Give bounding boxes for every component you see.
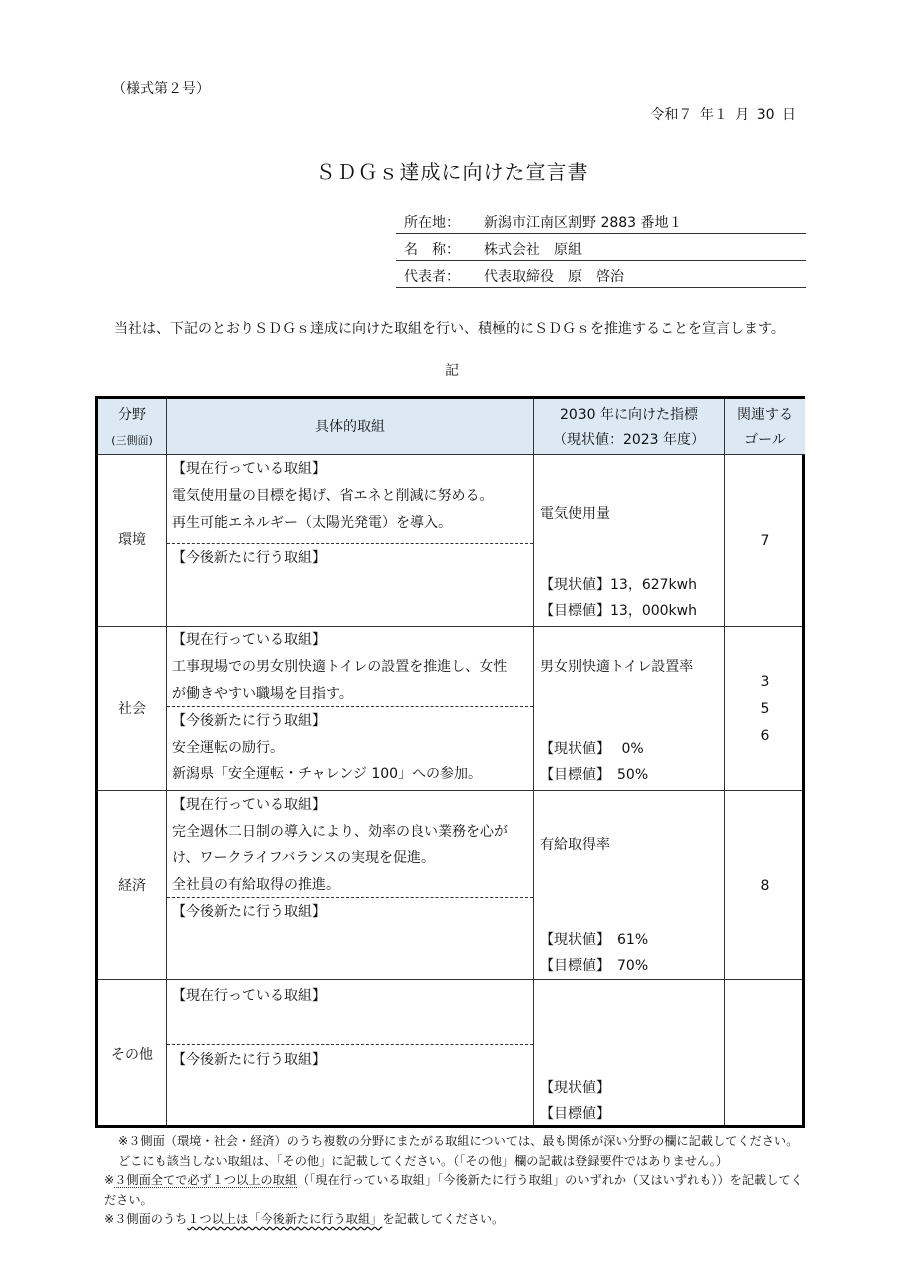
column-divider <box>724 399 725 1125</box>
info-row-representative <box>396 261 806 288</box>
current-action-line: 工事現場での男女別快適トイレの設置を推進し、女性 <box>172 659 508 675</box>
sdg-table <box>95 396 805 1128</box>
ki-heading: 記 <box>445 363 459 379</box>
target-value: 【目標値】13，000kwh <box>540 603 697 619</box>
current-actions-label: 【現在行っている取組】 <box>172 461 326 477</box>
representative-label: 代表者： <box>404 269 460 285</box>
header-field: 分野 <box>118 407 146 423</box>
company-name-label: 名 称： <box>404 242 460 258</box>
row-divider <box>98 979 802 980</box>
note-2-emphasis: ３側面全てで必ず１つ以上の取組 <box>114 1173 298 1187</box>
column-divider <box>166 399 167 1125</box>
future-actions-label: 【今後新たに行う取組】 <box>172 550 326 566</box>
header-indicator-line1: 2030 年に向けた指標 <box>559 407 699 423</box>
declaration-date: 令和７ 年１ 月 30 日 <box>650 107 796 123</box>
target-value: 【目標値】 <box>540 1106 610 1122</box>
future-actions-label: 【今後新たに行う取組】 <box>172 1052 326 1068</box>
current-action-line: 完全週休二日制の導入により、効率の良い業務を心が <box>172 824 508 840</box>
current-value: 【現状値】 61% <box>540 932 649 948</box>
related-goal: 5 <box>760 701 770 717</box>
future-action-line: 新潟県「安全運転・チャレンジ 100」への参加。 <box>172 766 483 782</box>
note-2-text: （「現在行っている取組」「今後新たに行う取組」のいずれか（又はいずれも））を記載してください。 <box>104 1173 803 1207</box>
header-goals-line2: ゴール <box>744 432 786 448</box>
note-1-text: ※３側面（環境・社会・経済）のうち複数の分野にまたがる取組については、最も関係が深い分野の欄に記載してください。どこにも該当しない取組は、「その他」に記載してください。（「その他」欄の記載は登録要件ではありません。） <box>118 1134 799 1168</box>
dashed-separator <box>167 543 533 544</box>
address-value: 新潟市江南区割野 2883 番地１ <box>484 215 683 231</box>
address-label: 所在地： <box>404 215 460 231</box>
future-action-line: 安全運転の励行。 <box>172 740 284 756</box>
header-actions: 具体的取組 <box>315 419 385 435</box>
future-actions-label: 【今後新たに行う取組】 <box>172 904 326 920</box>
target-value: 【目標値】 70% <box>540 958 649 974</box>
related-goal: 3 <box>760 674 770 690</box>
indicator-name: 有給取得率 <box>540 837 610 853</box>
current-value: 【現状値】13，627kwh <box>540 577 697 593</box>
row-field-environment: 環境 <box>118 532 146 548</box>
current-action-line: け、ワークライフバランスの実現を促進。 <box>172 850 436 866</box>
company-name-value: 株式会社 原組 <box>484 242 582 258</box>
current-action-line: が働きやすい職場を目指す。 <box>172 686 353 702</box>
header-goals-line1: 関連する <box>737 407 793 423</box>
row-field-other: その他 <box>111 1047 153 1063</box>
representative-value: 代表取締役 原 啓治 <box>484 269 624 285</box>
current-action-line: 再生可能エネルギー（太陽光発電）を導入。 <box>172 515 452 531</box>
indicator-name: 男女別快適トイレ設置率 <box>540 659 694 675</box>
target-value: 【目標値】 50% <box>540 767 649 783</box>
info-row-name <box>396 234 806 261</box>
header-field-sub: (三側面) <box>111 434 153 447</box>
note-2-mark: ※ <box>104 1173 115 1187</box>
declaration-text: 当社は、下記のとおりＳＤＧｓ達成に向けた取組を行い、積極的にＳＤＧｓを推進することを宣言します。 <box>114 321 785 337</box>
note-3-mark: ※ <box>104 1212 115 1226</box>
related-goal: 7 <box>760 533 770 549</box>
notes <box>104 1132 804 1230</box>
future-actions-label: 【今後新たに行う取組】 <box>172 713 326 729</box>
note-3-emphasis: １つ以上は「今後新たに行う取組」 <box>187 1212 383 1226</box>
note-3 <box>104 1210 804 1230</box>
current-actions-label: 【現在行っている取組】 <box>172 988 326 1004</box>
row-divider <box>98 790 802 791</box>
page-title: ＳＤＧｓ達成に向けた宣言書 <box>315 160 589 184</box>
form-number: （様式第２号） <box>112 81 210 97</box>
header-indicator-line2: （現状値：2023 年度） <box>552 432 706 448</box>
column-divider <box>533 399 534 1125</box>
current-action-line: 全社員の有給取得の推進。 <box>172 877 340 893</box>
note-3-text-c: を記載してください。 <box>382 1212 505 1226</box>
related-goal: 8 <box>760 878 770 894</box>
current-actions-label: 【現在行っている取組】 <box>172 797 326 813</box>
row-field-society: 社会 <box>118 701 146 717</box>
info-row-address <box>396 207 806 234</box>
note-2 <box>104 1171 804 1210</box>
row-field-economy: 経済 <box>118 878 146 894</box>
current-value: 【現状値】 0% <box>540 741 644 757</box>
current-action-line: 電気使用量の目標を掲げ、省エネと削減に努める。 <box>172 488 494 504</box>
related-goal: 6 <box>760 728 770 744</box>
dashed-separator <box>167 1044 533 1045</box>
indicator-name: 電気使用量 <box>540 506 610 522</box>
current-value: 【現状値】 <box>540 1080 610 1096</box>
note-1 <box>104 1132 804 1171</box>
current-actions-label: 【現在行っている取組】 <box>172 632 326 648</box>
note-3-text-a: ３側面のうち <box>114 1212 188 1226</box>
